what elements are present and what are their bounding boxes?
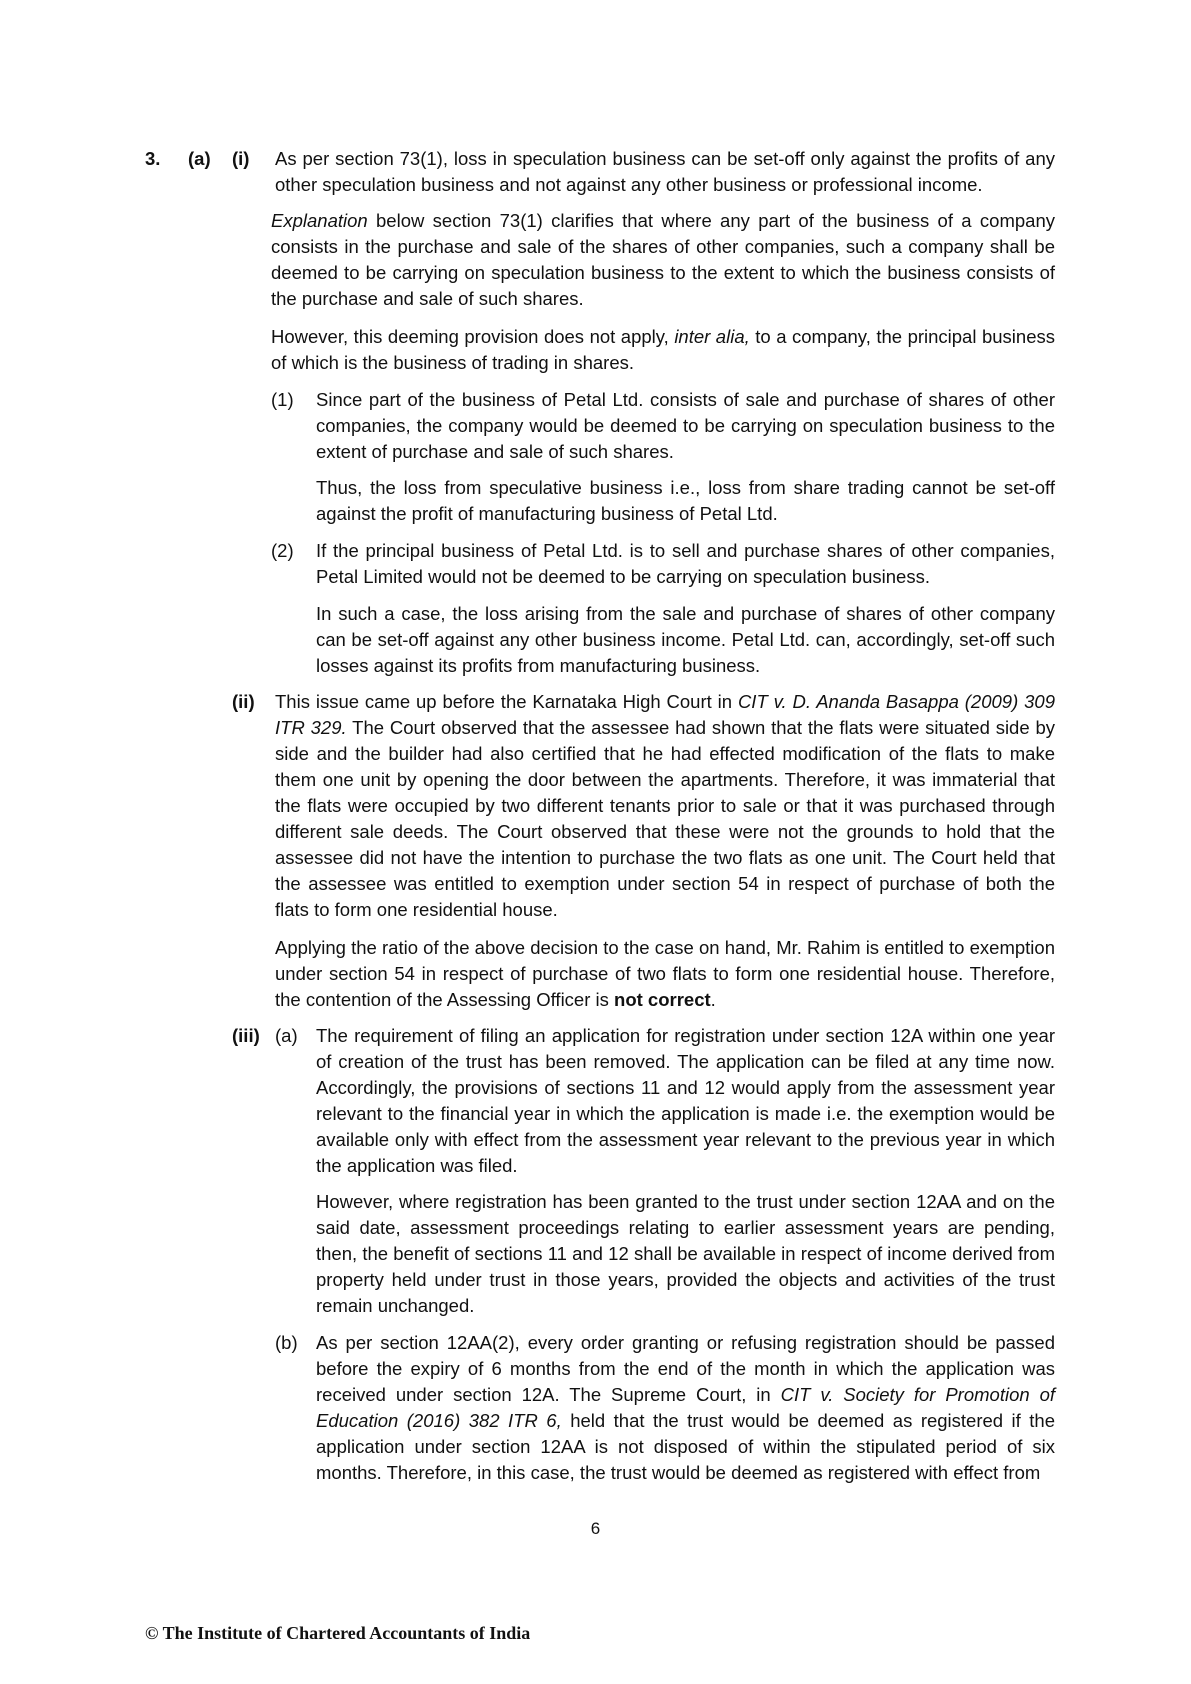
copyright-footer: © The Institute of Chartered Accountants of India [145,1623,531,1643]
item-label-a: (a) [275,1025,298,1046]
section-i-para-1 [275,146,1055,198]
explanation-term: Explanation [271,210,368,231]
section-iii-a-para-1 [316,1023,1055,1179]
section-ii-para-2 [275,935,1055,1013]
italic-term: inter alia, [674,326,750,347]
para-text: below section 73(1) clarifies that where any part of the business of a company consists in the purchase and sale of the shares of other companies, such a company shall be deemed to be carrying on speculation business to the extent to which the business consists of the purchase and sale of such shares. [271,210,1055,309]
section-i-para-3 [271,324,1055,376]
item-2-para-2 [316,601,1055,679]
question-number: 3. [145,148,161,169]
sub-label-ii: (ii) [232,691,255,712]
para-text: The Court observed that the assessee had shown that the flats were situated side by side and the builder had also certified that he had effected modification of the flats to make them one unit by opening the door between the apartments. Therefore, it was immaterial that the flats were occupied by two different tenants prior to sale or that it was purchased through different sale deeds. The Court observed that these were not the grounds to hold that the assessee did not have the intention to purchase the two flats as one unit. The Court held that the assessee was entitled to exemption under section 54 in respect of purchase of both the flats to form one residential house. [275,717,1056,920]
para-text: This issue came up before the Karnataka High Court in [275,691,738,712]
para-text: The requirement of filing an application for registration under section 12A within one year of creation of the trust has been removed. The application can be filed at any time now. Accordingly, the provisions of sections 11 and 12 would apply from the assessment year relevant to the financial year in which the application is made i.e. the exemption would be available only with effect from the assessment year relevant to the previous year in which the application was filed. [316,1025,1055,1176]
item-1-para-2 [316,475,1055,527]
sub-label-i: (i) [232,148,250,169]
sub-label-iii: (iii) [232,1025,260,1046]
para-text: . [710,989,716,1010]
para-text: However, this deeming provision does not apply, [271,326,675,347]
item-2-para-1 [316,538,1055,590]
para-text: Applying the ratio of the above decision to the case on hand, Mr. Rahim is entitled to exemption under section 54 in respect of purchase of two flats to form one residential house. Therefore, the contention of the Assessing Officer is [275,937,1055,1010]
para-text: However, where registration has been granted to the trust under section 12AA and on the said date, assessment proceedings relating to earlier assessment years are pending, then, the benefit of sections 11 and 12 shall be available in respect of income derived from property held under trust in those years, provided the objects and activities of the trust remain unchanged. [316,1191,1055,1316]
section-iii-a-para-2 [316,1189,1055,1319]
section-ii-para-1 [275,689,1055,923]
item-1-para-1 [316,387,1055,465]
para-text: Thus, the loss from speculative business i.e., loss from share trading cannot be set-off against the profit of manufacturing business of Petal Ltd. [316,477,1055,524]
para-text: As per section 12AA(2), every order granting or refusing registration should be passed before the expiry of 6 months from the end of the month in which the application was received under section 12A. The Supreme Court, in [316,1332,1055,1405]
item-label-b: (b) [275,1332,298,1353]
conclusion-bold: not correct [614,989,711,1010]
part-label-a: (a) [188,148,211,169]
para-text: As per section 73(1), loss in speculation business can be set-off only against the profits of any other speculation business and not against any other business or professional income. [275,148,1055,195]
para-text: If the principal business of Petal Ltd. is to sell and purchase shares of other companies, Petal Limited would not be deemed to be carrying on speculation business. [316,540,1055,587]
case-citation: CIT v. D. Ananda Basappa (2009) 309 ITR 329. [275,691,1055,738]
para-text: Since part of the business of Petal Ltd. consists of sale and purchase of shares of other companies, the company would be deemed to be carrying on speculation business to the extent of purchase and sale of such shares. [316,389,1055,462]
item-label-1: (1) [271,389,294,410]
section-iii-b-para-1 [316,1330,1055,1486]
para-text: to a company, the principal business of which is the business of trading in shares. [271,326,1055,373]
page-number: 6 [590,1519,601,1538]
para-text: In such a case, the loss arising from the sale and purchase of shares of other company can be set-off against any other business income. Petal Ltd. can, accordingly, set-off such losses against its profits from manufacturing business. [316,603,1055,676]
item-label-2: (2) [271,540,294,561]
para-text: held that the trust would be deemed as registered if the application under section 12AA is not disposed of within the stipulated period of six months. Therefore, in this case, the trust would be deemed as registered with effect from [316,1410,1055,1483]
case-citation: CIT v. Society for Promotion of Education (2016) 382 ITR 6, [316,1384,1055,1431]
section-i-para-2 [271,208,1055,312]
